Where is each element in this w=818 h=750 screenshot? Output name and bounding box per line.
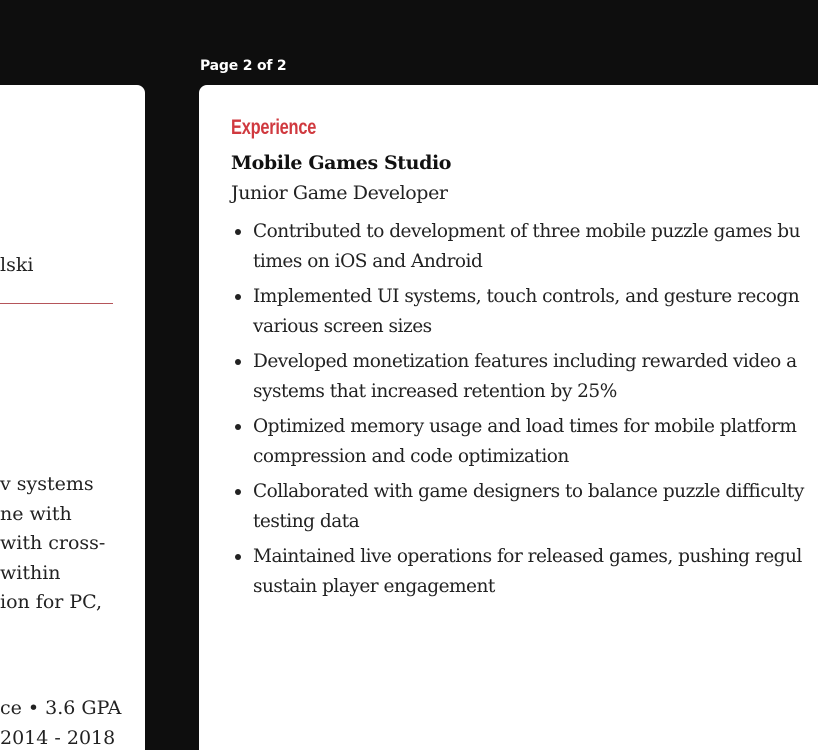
bullet-text: testing data (253, 510, 360, 532)
list-item (231, 347, 818, 406)
page-1 (0, 85, 145, 750)
bullet-icon (235, 424, 241, 430)
header-divider (0, 303, 113, 304)
summary-line: ion for PC, (0, 591, 103, 613)
bullet-icon (235, 554, 241, 560)
bullet-text: systems that increased retention by 25% (253, 380, 617, 402)
bullet-text: times on iOS and Android (253, 250, 483, 272)
list-item (231, 477, 818, 536)
page-2 (199, 85, 818, 750)
bullet-icon (235, 294, 241, 300)
education-line: ce • 3.6 GPA (0, 697, 122, 719)
bullet-text: Optimized memory usage and load times for mobile platform (253, 416, 797, 437)
page-indicator: Page 2 of 2 (200, 58, 287, 74)
company-name: Mobile Games Studio (231, 152, 452, 174)
bullet-text: sustain player engagement (253, 575, 495, 597)
summary-line: ne with (0, 503, 72, 525)
list-item (231, 217, 818, 276)
job-title: Junior Game Developer (231, 182, 448, 204)
bullet-icon (235, 359, 241, 365)
bullet-text: Implemented UI systems, touch controls, and gesture recogn (253, 286, 800, 307)
section-heading-experience: Experience (231, 116, 317, 139)
bullet-text: Contributed to development of three mobile puzzle games bu (253, 221, 801, 242)
bullet-text: compression and code optimization (253, 445, 569, 467)
bullet-icon (235, 229, 241, 235)
education-line: 2014 - 2018 (0, 727, 116, 749)
bullet-text: Developed monetization features including rewarded video a (253, 351, 797, 372)
list-item (231, 412, 818, 471)
bullet-text: Collaborated with game designers to balance puzzle difficulty (253, 481, 804, 502)
bullet-text: Maintained live operations for released games, pushing regul (253, 546, 802, 567)
summary-line: with cross- (0, 532, 106, 554)
name-fragment: lski (0, 254, 34, 276)
list-item (231, 542, 818, 601)
summary-line: within (0, 562, 61, 584)
bullet-text: various screen sizes (253, 315, 432, 337)
responsibility-list (231, 217, 818, 607)
list-item (231, 282, 818, 341)
summary-line: v systems (0, 473, 94, 495)
bullet-icon (235, 489, 241, 495)
